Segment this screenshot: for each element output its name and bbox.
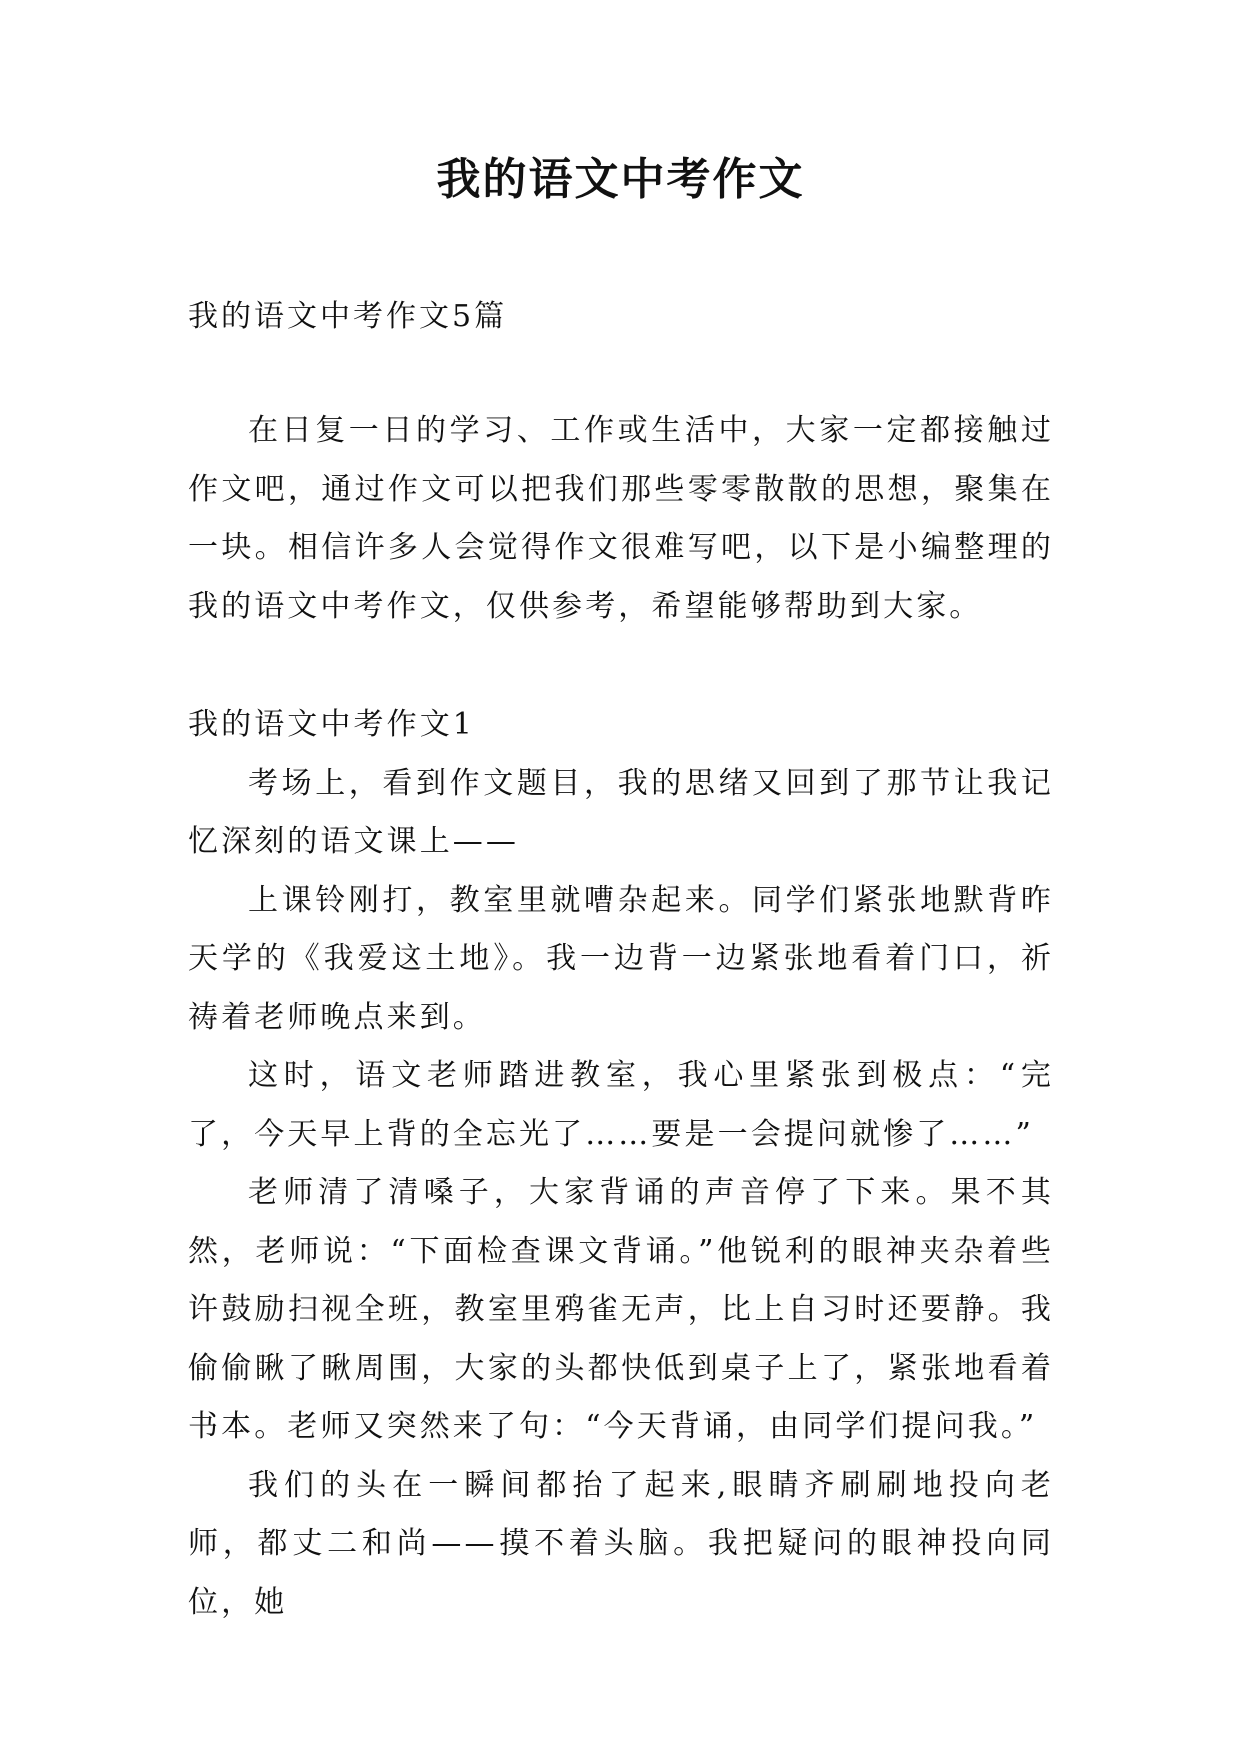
essay-paragraph: 老师清了清嗓子，大家背诵的声音停了下来。果不其然，老师说：“下面检查课文背诵。”他锐利的眼神夹杂着些许鼓励扫视全班，教室里鸦雀无声，比上自习时还要静。我偷偷瞅了瞅周围，大家的头都快低到桌子上了，紧张地看着书本。老师又突然来了句：“今天背诵，由同学们提问我。” [188,1175,1054,1444]
intro-paragraph: 在日复一日的学习、工作或生活中，大家一定都接触过作文吧，通过作文可以把我们那些零零散散的思想，聚集在一块。相信许多人会觉得作文很难写吧，以下是小编整理的我的语文中考作文，仅供参考，希望能够帮助到大家。 [188,413,1054,624]
essay-paragraph: 我们的头在一瞬间都抬了起来,眼睛齐刷刷地投向老师，都丈二和尚——摸不着头脑。我把疑问的眼神投向同位，她 [188,1467,1054,1620]
essay-1-section [188,696,1054,1632]
intro-section [188,402,1054,636]
document-title: 我的语文中考作文 [436,154,805,205]
essay-paragraph: 考场上，看到作文题目，我的思绪又回到了那节让我记忆深刻的语文课上—— [188,765,1054,859]
essay-1-heading: 我的语文中考作文1 [188,707,475,742]
essay-paragraph: 这时，语文老师踏进教室，我心里紧张到极点：“完了，今天早上背的全忘光了……要是一会提问就惨了……” [188,1058,1054,1152]
essay-paragraph: 上课铃刚打，教室里就嘈杂起来。同学们紧张地默背昨天学的《我爱这土地》。我一边背一边紧张地看着门口，祈祷着老师晚点来到。 [188,882,1054,1035]
document-subtitle: 我的语文中考作文5篇 [188,299,508,334]
